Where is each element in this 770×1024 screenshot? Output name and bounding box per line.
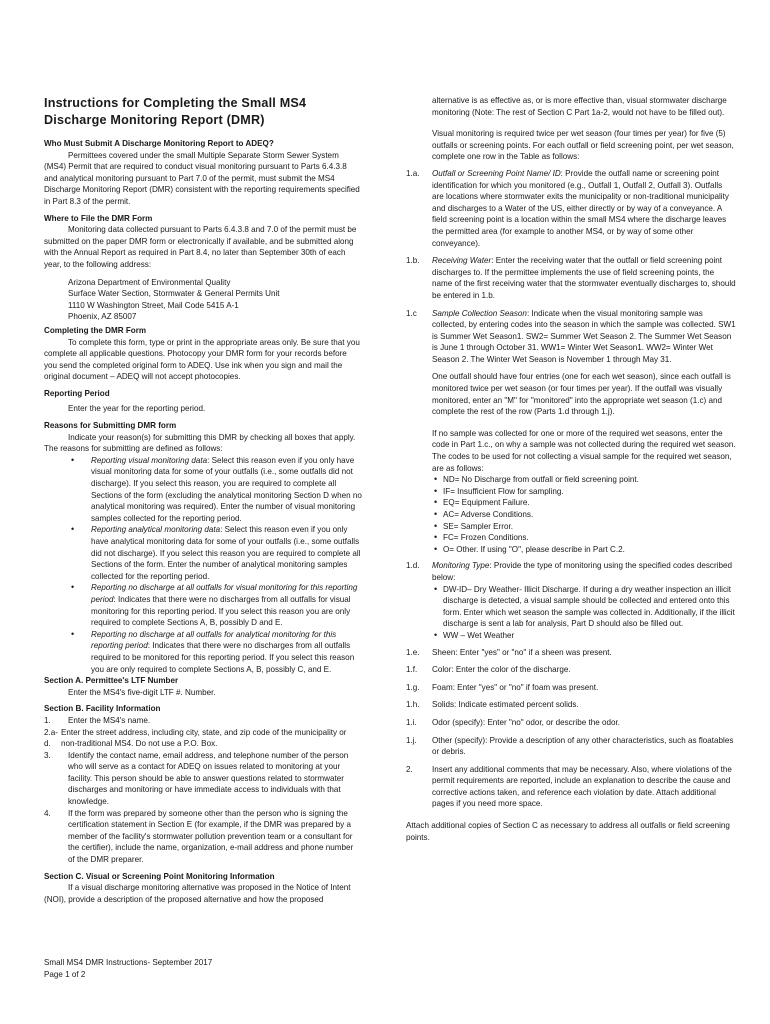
where-heading: Where to File the DMR Form	[44, 213, 153, 223]
completing-heading: Completing the DMR Form	[44, 325, 147, 335]
list-item	[91, 455, 362, 525]
four-entries-note: One outfall should have four entries (one for each wet season), since each outfall is monitored twice per wet season (or four times per year). If the outfall was visually monitored, enter an "M" for "monitored" into the appropriate wet season (1.c) and complete the rest of the row (Parts 1.d through 1.j).	[432, 372, 731, 417]
attach-note: Attach additional copies of Section C as necessary to address all outfalls or field screening points.	[406, 821, 730, 842]
visual-requirement: Visual monitoring is required twice per wet season (four times per year) for five (5) outfalls or screening points. For each outfall or field screening point, per wet season, complete one row in the Table as follows:	[432, 129, 734, 162]
item-number: 2.a-d.	[44, 727, 58, 749]
item-text: Other (specify): Provide a description of any other characteristics, such as floatables or debris.	[432, 735, 734, 757]
section-c-body: If a visual discharge monitoring alternative was proposed in the Notice of Intent (NOI), provide a description of the proposed alternative and how the proposed	[44, 883, 351, 904]
monitoring-type-list	[432, 584, 736, 642]
item-1g	[406, 682, 736, 694]
right-column	[406, 95, 736, 843]
item-2	[406, 764, 736, 810]
reason-term: Reporting no discharge at all outfalls for analytical monitoring for this reporting period	[91, 629, 337, 651]
left-column	[44, 95, 362, 905]
reasons-body: Indicate your reason(s) for submitting this DMR by checking all boxes that apply. The reasons for submitting are defined as follows:	[44, 432, 356, 454]
item-text: : Provide the outfall name or screening point identification for which you monitored (e.g., Outfall 1, Outfall 2, Outfall 3). Outfalls are locations where stormwater exits the municipality or non-traditional municipality and discharges to a Water of the US, either directly or by way of a conveyance. A field screening point is a location within the small MS4 where the discharge leaves the permitted area (for example to another MS4, or by way of some other conveyance).	[432, 168, 729, 248]
reason-term: Reporting analytical monitoring data	[91, 525, 221, 535]
item-text: Foam: Enter "yes" or "no" if foam was present.	[432, 682, 599, 692]
mailing-address	[68, 277, 362, 323]
list-item	[44, 727, 362, 750]
where-body: Monitoring data collected pursuant to Parts 6.4.3.8 and 7.0 of the permit must be submitted on the paper DMR form or electronically if available, and be submitted along with the Annual Report as required in Part 8.4, no later than September 30th of each year, to the following address:	[44, 225, 357, 269]
who-body: Permittees covered under the small Multiple Separate Storm Sewer System (MS4) Permit that are required to conduct visual monitoring pursuant to Parts 6.4.3.8 and analytical monitoring pursuant to Part 7.0 of the permit, must submit the MS4 Discharge Monitoring Report (DMR) consistent with the reporting requirements specified in Part 8.3 of the permit.	[44, 150, 360, 206]
footer-doc-title: Small MS4 DMR Instructions- September 2017	[44, 958, 213, 967]
period-heading: Reporting Period	[44, 388, 110, 398]
item-1f	[406, 664, 736, 676]
list-item: • WW – Wet Weather	[443, 630, 736, 642]
item-text: Odor (specify): Enter "no" odor, or describe the odor.	[432, 717, 620, 727]
completing-body: To complete this form, type or print in the appropriate areas only. Be sure that you complete all applicable questions. Photocopy your DMR form for your records before you send the completed original form to ADEQ. Use ink when you sign and mail the original document – ADEQ will not accept photocopies.	[44, 337, 360, 382]
list-item	[44, 715, 362, 727]
item-text: Sheen: Enter "yes" or "no" if a sheen was present.	[432, 647, 612, 657]
reason-text: : Indicates that there were no discharges from all outfalls for visual monitoring for this reporting period. If you select this reason you are only required to complete Sections A, B, possibly D and E.	[91, 594, 351, 628]
address-line: Phoenix, AZ 85007	[68, 312, 137, 322]
period-body: Enter the year for the reporting period.	[68, 404, 206, 414]
list-item: • DW-ID– Dry Weather- Illicit Discharge. If during a dry weather inspection an illicit discharge is detected, a visual sample should be collected and entered onto this form. Enter which wet season the sample was collected in. Additionally, if the illicit discharge is sent a lab for analysis, Part D should also be filled out.	[443, 584, 736, 630]
item-number: 1.b.	[406, 256, 420, 266]
season-code-list	[432, 474, 736, 555]
item-1i	[406, 717, 736, 729]
item-number: 3.	[44, 750, 51, 760]
section-b-heading: Section B. Facility Information	[44, 704, 161, 714]
page-number: Page 1 of 2	[44, 969, 86, 979]
section-a-heading: Section A. Permittee's LTF Number	[44, 676, 179, 686]
reasons-list	[44, 455, 362, 675]
page-footer	[44, 957, 212, 980]
list-item: • SE= Sampler Error.	[443, 521, 736, 533]
item-term: Receiving Water	[432, 256, 492, 266]
reason-text: : Indicates that there were no discharges from all outfalls required to be monitored for this reporting period. If you select this reason you are only required to complete Sections A, B, possibly C, and E.	[91, 641, 355, 674]
item-number: 1.f.	[406, 665, 418, 675]
list-item: • O= Other. If using "O", please describe in Part C.2.	[443, 544, 736, 556]
list-item	[91, 629, 362, 675]
reasons-heading: Reasons for Submitting DMR form	[44, 421, 177, 431]
page-title: Instructions for Completing the Small MS4 Discharge Monitoring Report (DMR)	[44, 96, 307, 127]
item-number: 1.	[44, 715, 51, 725]
reason-text: : Select this reason even if you only have analytical monitoring data for some of your outfalls (i.e., some outfalls did not discharge). If you select this reason you are required to complete all Sections of the form. Enter the number of analytical monitoring samples collected for the reporting period.	[91, 525, 361, 581]
item-1h	[406, 699, 736, 711]
address-line: 1110 W Washington Street, Mail Code 5415 A-1	[68, 300, 239, 310]
item-number: 2.	[406, 764, 413, 774]
item-text: Insert any additional comments that may be necessary. Also, where violations of the permit requirements are reported, include an explanation to describe the cause and corrective actions taken, and reference each violation by date. Attach additional pages if you need more space.	[432, 764, 732, 809]
section-c-continued: alternative is as effective as, or is more effective than, visual stormwater discharge monitoring (Note: The rest of Section C Part 1a-2, would not have to be filled out).	[432, 96, 727, 117]
item-number: 1.i.	[406, 717, 417, 727]
item-text: Solids: Indicate estimated percent solids.	[432, 700, 579, 710]
item-1c	[406, 308, 736, 366]
item-1b	[406, 255, 736, 301]
reason-term: Reporting visual monitoring data	[91, 455, 208, 465]
item-number: 1.a.	[406, 168, 420, 178]
list-item: • ND= No Discharge from outfall or field screening point.	[443, 474, 736, 486]
section-a-body: Enter the MS4's five-digit LTF #. Number.	[68, 687, 216, 697]
item-1e	[406, 647, 736, 659]
item-number: 1.c	[406, 308, 417, 318]
section-b-list	[44, 715, 362, 866]
no-sample-note: If no sample was collected for one or more of the required wet seasons, enter the code in Part 1.c., on why a sample was not collected during the required wet season. The codes to be used for not collecting a visual sample for the required wet season, are as follows:	[432, 428, 736, 473]
item-text: Enter the street address, including city, state, and zip code of the municipality or non-traditional MS4. Do not use a P.O. Box.	[60, 727, 347, 749]
list-item	[91, 582, 362, 628]
list-item	[91, 524, 362, 582]
item-1d	[406, 560, 736, 583]
item-term: Outfall or Screening Point Name/ ID	[432, 168, 561, 178]
item-term: Monitoring Type	[432, 561, 490, 571]
address-line: Arizona Department of Environmental Quality	[68, 277, 231, 287]
reason-term: Reporting no discharge at all outfalls for visual monitoring for this reporting period	[91, 583, 358, 604]
list-item: • IF= Insufficient Flow for sampling.	[443, 486, 736, 498]
item-1a	[406, 168, 736, 249]
item-1j	[406, 735, 736, 758]
list-item: • AC= Adverse Conditions.	[443, 509, 736, 521]
item-text: If the form was prepared by someone other than the person who is signing the certification statement in Section E (for example, if the DMR was prepared by a member of the facility's stormwater pollution prevention team or a consultant for the certifier), include the name, organization, e-mail address and phone number of the DMR preparer.	[68, 808, 354, 865]
item-number: 4.	[44, 808, 51, 818]
address-line: Surface Water Section, Stormwater & General Permits Unit	[68, 289, 280, 299]
item-text: : Indicate when the visual monitoring sample was collected, by entering codes into the season in which the sample was collected. SW1 is Summer Wet Season1. SW2= Summer Wet Season 2. The Summer Wet Season is June 1 through October 31. WW1= Winter Wet Season1. WW2= Winter Wet Season 2. The Winter Wet Season is November 1 through May 31.	[432, 308, 736, 364]
item-term: Sample Collection Season	[432, 308, 527, 318]
section-c-heading: Section C. Visual or Screening Point Monitoring Information	[44, 871, 275, 881]
item-number: 1.g.	[406, 682, 420, 692]
list-item: • EQ= Equipment Failure.	[443, 497, 736, 509]
item-number: 1.j.	[406, 735, 417, 745]
item-number: 1.h.	[406, 700, 420, 710]
list-item: • FC= Frozen Conditions.	[443, 532, 736, 544]
item-text: Enter the MS4's name.	[68, 715, 151, 725]
item-number: 1.d.	[406, 561, 420, 571]
item-number: 1.e.	[406, 647, 420, 657]
list-item	[44, 808, 362, 866]
reason-text: : Select this reason even if you only have visual monitoring data for some of your outfalls (i.e., some outfalls did not discharge). If you select this reason, you are required to complete all Sections of the form (excluding the analytical monitoring Section D when no analytical monitoring was required). Enter the number of visual monitoring samples collected for the reporting period.	[91, 455, 362, 523]
item-text: Color: Enter the color of the discharge.	[432, 665, 571, 675]
item-text: : Provide the type of monitoring using the specified codes described below:	[432, 561, 732, 582]
item-text: : Enter the receiving water that the outfall or field screening point discharges to. If the permittee implements the use of field screening points, the name of the first receiving water that the stormwater eventually discharges to, should be entered in 1.b.	[432, 256, 736, 300]
item-text: Identify the contact name, email address, and telephone number of the person who will serve as a contact for ADEQ on issues related to monitoring at your facility. This person should be able to answer questions related to stormwater discharges and monitoring or have immediate access to individuals with that knowledge.	[68, 750, 349, 807]
list-item	[44, 750, 362, 808]
who-heading: Who Must Submit A Discharge Monitoring Report to ADEQ?	[44, 139, 274, 148]
